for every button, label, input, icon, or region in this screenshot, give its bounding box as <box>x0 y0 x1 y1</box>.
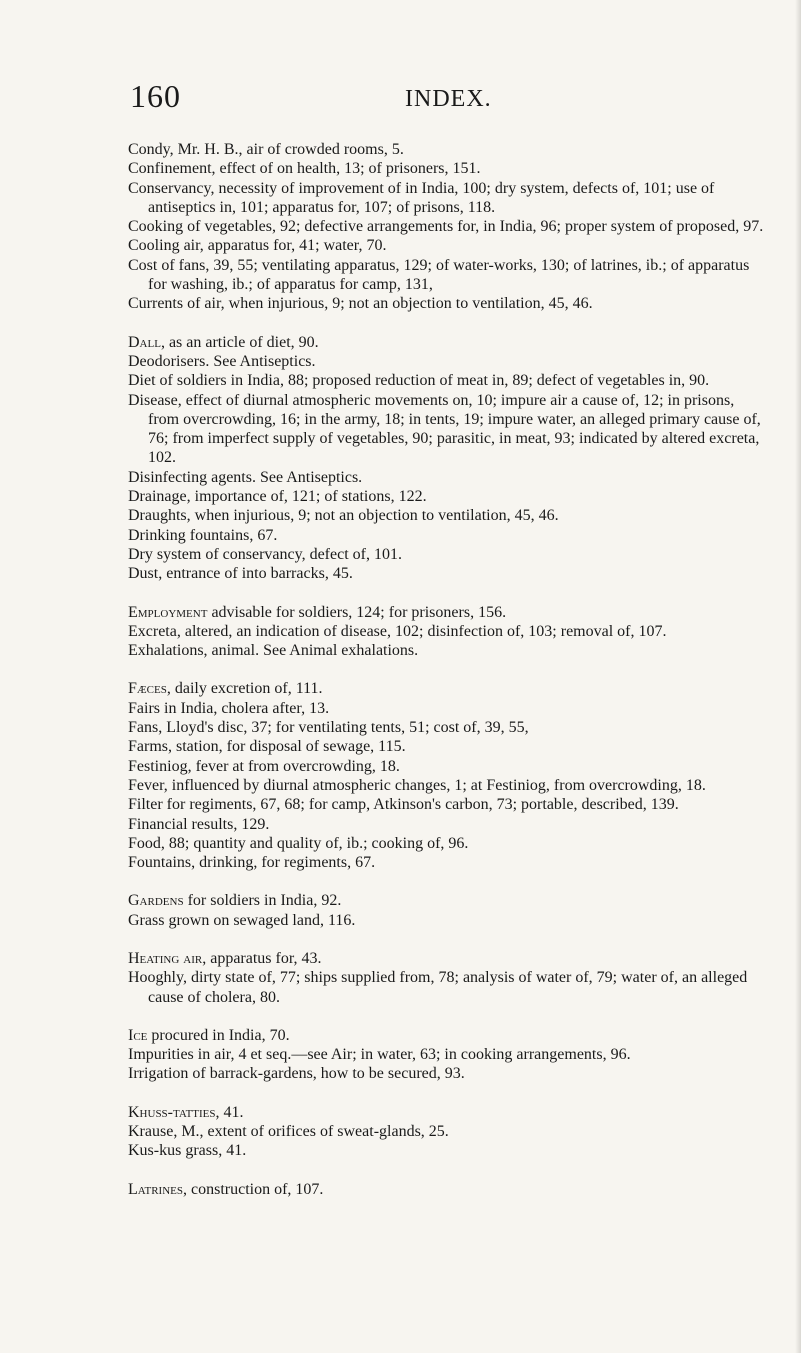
index-entry <box>128 968 768 1007</box>
index-entry <box>128 371 768 390</box>
index-letter-group <box>128 603 768 661</box>
index-entry-text: advisable for soldiers, 124; for prisoners, 156. <box>207 603 507 621</box>
index-letter-group <box>128 679 768 872</box>
index-entry <box>128 1103 768 1122</box>
index-entry <box>128 236 768 255</box>
running-title: INDEX. <box>405 86 492 112</box>
index-entry <box>128 815 768 834</box>
index-entry <box>128 891 768 910</box>
page-header <box>0 78 801 122</box>
index-entry <box>128 622 768 641</box>
index-entry-text: Festiniog, fever at from overcrowding, 18. <box>128 757 400 775</box>
index-entry <box>128 834 768 853</box>
index-entry-text: Filter for regiments, 67, 68; for camp, Atkinson's carbon, 73; portable, described, 139. <box>128 796 679 814</box>
index-entry-text: , daily excretion of, 111. <box>166 680 323 698</box>
index-entry <box>128 333 768 352</box>
index-entry-lead-term: Ice <box>128 1026 148 1044</box>
index-entry <box>128 159 768 178</box>
index-entry <box>128 795 768 814</box>
index-letter-group <box>128 1026 768 1084</box>
index-entry-text: Farms, station, for disposal of sewage, 115. <box>128 738 406 756</box>
index-entry-text: Cooking of vegetables, 92; defective arrangements for, in India, 96; proper system of proposed, 97. <box>128 218 764 236</box>
index-entry-text: Drinking fountains, 67. <box>128 526 278 544</box>
page-edge-shadow <box>795 0 801 1353</box>
index-entry-text: Currents of air, when injurious, 9; not an objection to ventilation, 45, 46. <box>128 295 593 313</box>
index-entry <box>128 603 768 622</box>
index-entry-text: procured in India, 70. <box>147 1026 290 1044</box>
index-entry-text: Kus-kus grass, 41. <box>128 1142 247 1160</box>
index-entry <box>128 217 768 236</box>
index-entry <box>128 140 768 159</box>
index-entry <box>128 179 768 218</box>
index-entry-text: Conservancy, necessity of improvement of in India, 100; dry system, defects of, 101; use of antiseptics in, 101; apparatus for, 107; of prisons, 118. <box>128 179 715 216</box>
index-entries <box>128 140 768 1218</box>
index-entry <box>128 679 768 698</box>
index-entry <box>128 1045 768 1064</box>
index-entry <box>128 294 768 313</box>
index-entry-lead-term: Khuss-tatties <box>128 1103 216 1121</box>
index-entry-text: Cooling air, apparatus for, 41; water, 70. <box>128 237 387 255</box>
index-letter-group <box>128 140 768 314</box>
index-entry-text: Hooghly, dirty state of, 77; ships supplied from, 78; analysis of water of, 79; water of, an alleged cause of cholera, 80. <box>128 969 748 1006</box>
index-entry <box>128 911 768 930</box>
index-entry-text: for soldiers in India, 92. <box>183 892 342 910</box>
index-letter-group <box>128 1180 768 1199</box>
index-entry <box>128 1180 768 1199</box>
index-entry-text: , 41. <box>215 1103 244 1121</box>
index-entry <box>128 699 768 718</box>
index-entry <box>128 256 768 295</box>
index-entry-text: Fountains, drinking, for regiments, 67. <box>128 854 376 872</box>
index-entry-text: Grass grown on sewaged land, 116. <box>128 911 356 929</box>
index-entry <box>128 1026 768 1045</box>
index-entry <box>128 949 768 968</box>
index-entry <box>128 352 768 371</box>
index-entry-text: Excreta, altered, an indication of disease, 102; disinfection of, 103; removal of, 107. <box>128 622 667 640</box>
index-letter-group <box>128 949 768 1007</box>
index-entry-text: Deodorisers. See Antiseptics. <box>128 352 316 370</box>
index-entry <box>128 564 768 583</box>
index-entry-text: , apparatus for, 43. <box>202 949 322 967</box>
index-entry-text: Confinement, effect of on health, 13; of prisoners, 151. <box>128 160 481 178</box>
index-entry-text: Exhalations, animal. See Animal exhalations. <box>128 642 419 660</box>
index-entry <box>128 737 768 756</box>
index-entry <box>128 757 768 776</box>
index-entry-text: Dust, entrance of into barracks, 45. <box>128 565 353 583</box>
index-entry-lead-term: Heating air <box>128 949 203 967</box>
index-entry <box>128 718 768 737</box>
index-letter-group <box>128 333 768 584</box>
index-entry-text: Drainage, importance of, 121; of stations, 122. <box>128 488 427 506</box>
index-entry-lead-term: Fæces <box>128 680 167 698</box>
index-entry-text: Draughts, when injurious, 9; not an objection to ventilation, 45, 46. <box>128 507 559 525</box>
index-entry-text: Cost of fans, 39, 55; ventilating apparatus, 129; of water-works, 130; of latrines, ib.; of apparatus for washing, ib.; of apparatus for camp, 131, <box>128 256 750 294</box>
index-entry <box>128 506 768 525</box>
index-entry <box>128 641 768 660</box>
index-entry <box>128 776 768 795</box>
index-entry <box>128 1141 768 1160</box>
index-entry <box>128 468 768 487</box>
index-entry-text: Condy, Mr. H. B., air of crowded rooms, 5. <box>128 141 404 158</box>
index-entry <box>128 1122 768 1141</box>
index-entry-text: , construction of, 107. <box>183 1180 324 1198</box>
index-entry-text: Financial results, 129. <box>128 815 270 833</box>
index-entry-text: Disinfecting agents. See Antiseptics. <box>128 468 363 486</box>
index-entry <box>128 526 768 545</box>
index-entry-text: Diet of soldiers in India, 88; proposed reduction of meat in, 89; defect of vegetables in, 90. <box>128 372 710 390</box>
index-entry-text: Impurities in air, 4 et seq.—see Air; in water, 63; in cooking arrangements, 96. <box>128 1046 631 1064</box>
index-entry <box>128 487 768 506</box>
index-entry-text: Dry system of conservancy, defect of, 101. <box>128 545 402 563</box>
index-entry-text: Fever, influenced by diurnal atmospheric changes, 1; at Festiniog, from overcrowding, 18. <box>128 776 706 794</box>
index-entry-lead-term: Dall <box>128 333 161 351</box>
index-entry-text: Disease, effect of diurnal atmospheric movements on, 10; impure air a cause of, 12; in prisons, from overcrowding, 16; in the army, 18; in tents, 19; impure water, an alleged primary cause of, 76; from imperfect supply of vegetables, 90; parasitic, in meat, 93; indicated by altered excreta, 102. <box>128 391 761 467</box>
index-entry-text: , as an article of diet, 90. <box>160 333 319 351</box>
index-entry <box>128 545 768 564</box>
index-entry <box>128 853 768 872</box>
index-entry-text: Krause, M., extent of orifices of sweat-glands, 25. <box>128 1123 449 1141</box>
index-entry-text: Fans, Lloyd's disc, 37; for ventilating tents, 51; cost of, 39, 55, <box>128 719 529 737</box>
index-letter-group <box>128 1103 768 1161</box>
index-entry-text: Food, 88; quantity and quality of, ib.; cooking of, 96. <box>128 834 469 852</box>
index-entry-lead-term: Gardens <box>128 892 184 910</box>
index-entry <box>128 1064 768 1083</box>
page-number: 160 <box>130 78 181 114</box>
index-entry-text: Irrigation of barrack-gardens, how to be secured, 93. <box>128 1065 465 1083</box>
index-entry-lead-term: Latrines <box>128 1180 183 1198</box>
index-entry <box>128 391 768 468</box>
index-letter-group <box>128 891 768 930</box>
index-entry-lead-term: Employment <box>128 603 208 621</box>
index-entry-text: Fairs in India, cholera after, 13. <box>128 699 330 717</box>
